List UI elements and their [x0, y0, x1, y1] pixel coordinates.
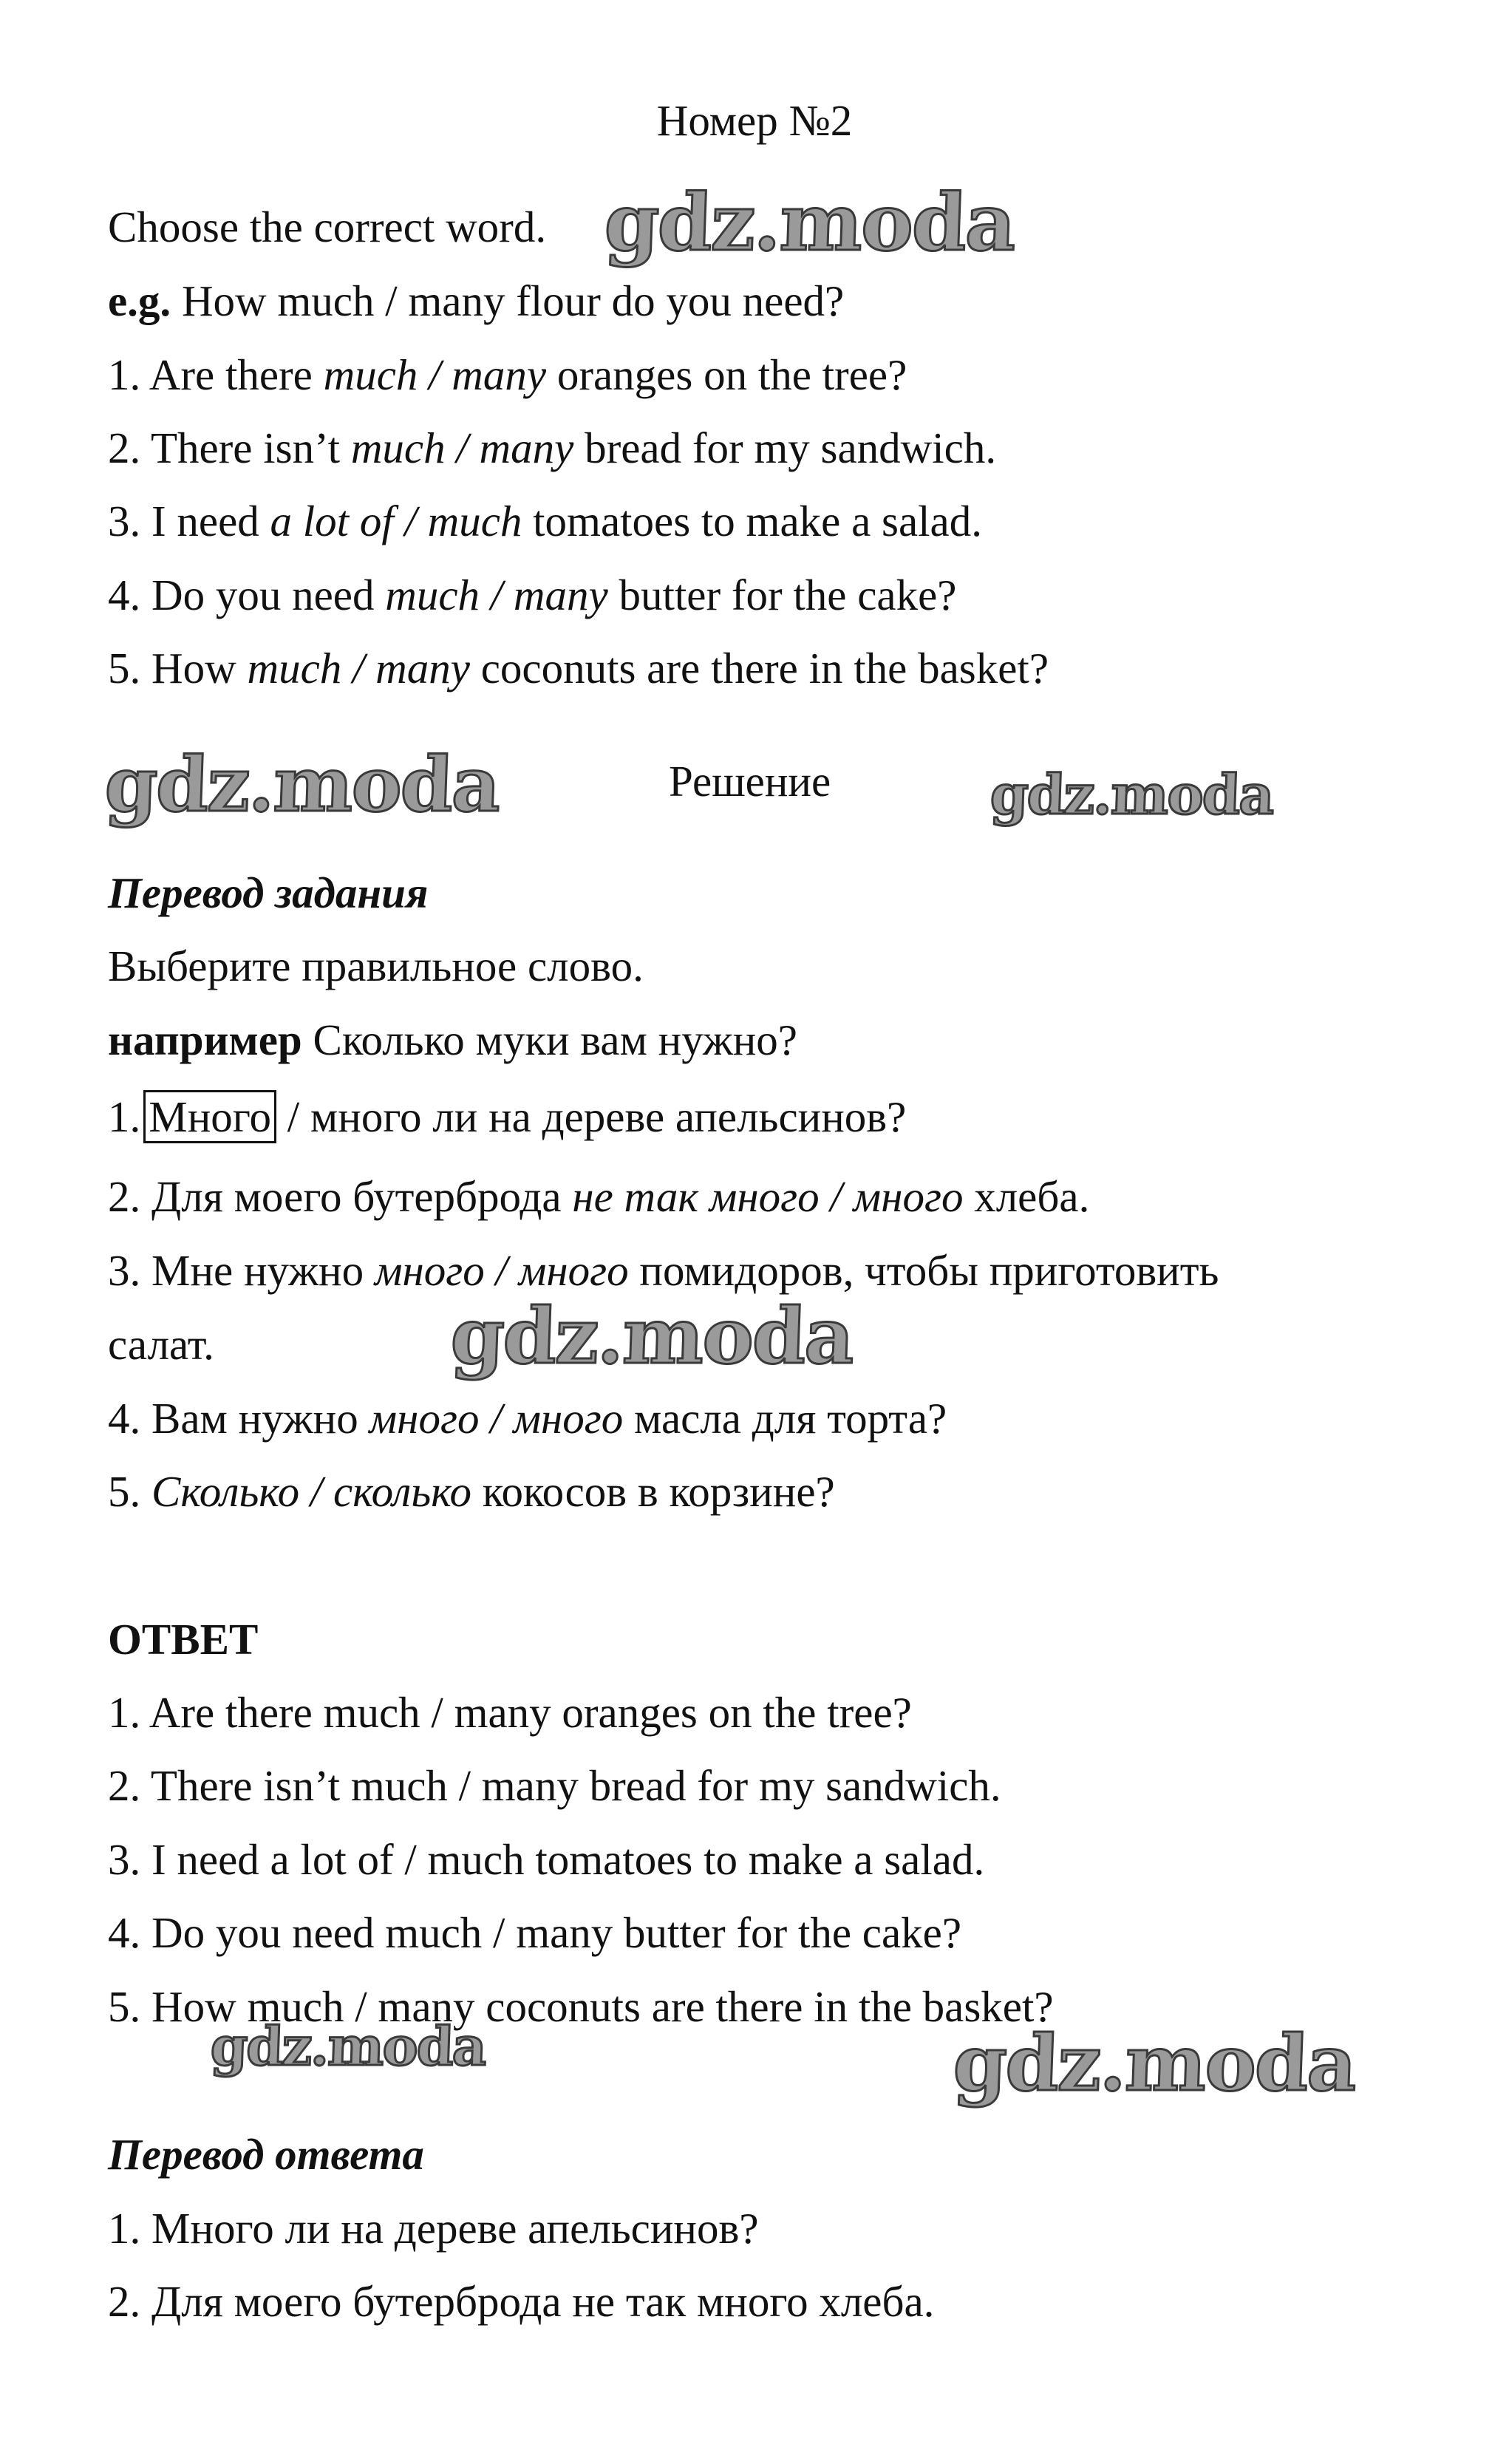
answer-translation-item-1: 1. Много ли на дереве апельсинов?	[108, 2204, 759, 2253]
translation-example: например Сколько муки вам нужно?	[108, 1015, 797, 1064]
task-example	[108, 275, 844, 327]
translation-instruction: Выберите правильное слово.	[108, 942, 644, 990]
watermark: gdz.moda	[103, 741, 501, 829]
translation-item-5: 5. Сколько / сколько кокосов в корзине?	[108, 1467, 835, 1516]
answer-translation-heading: Перевод ответа	[108, 2130, 424, 2179]
task-item-3: 3. I need a lot of / much tomatoes to make a salad.	[108, 497, 982, 545]
example-label: e.g.	[108, 276, 171, 325]
watermark: gdz.moda	[602, 176, 1017, 268]
watermark: gdz.moda	[449, 1290, 855, 1381]
watermark: gdz.moda	[951, 2018, 1358, 2109]
answer-heading: ОТВЕТ	[108, 1615, 259, 1664]
translation-heading: Перевод задания	[108, 868, 429, 917]
task-instruction: Choose the correct word.	[108, 203, 547, 251]
task-item-4: 4. Do you need much / many butter for the cake?	[108, 571, 957, 619]
translation-item-2: 2. Для моего бутерброда не так много / много хлеба.	[108, 1172, 1090, 1221]
answer-item-4: 4. Do you need much / many butter for the cake?	[108, 1908, 962, 1957]
translation-item-3-cont: салат.	[108, 1320, 214, 1369]
answer-item-1: 1. Are there much / many oranges on the tree?	[108, 1688, 912, 1737]
solution-label: Решение	[669, 757, 831, 806]
watermark: gdz.moda	[989, 763, 1275, 827]
task-item-5: 5. How much / many coconuts are there in the basket?	[108, 644, 1049, 692]
translation-item-3: 3. Мне нужно много / много помидоров, чтобы приготовить	[108, 1246, 1219, 1295]
watermark: gdz.moda	[209, 2015, 487, 2077]
example-text: How much / many flour do you need?	[181, 276, 845, 325]
page-title: Номер №2	[656, 96, 853, 145]
answer-item-3: 3. I need a lot of / much tomatoes to make a salad.	[108, 1835, 985, 1884]
answer-item-2: 2. There isn’t much / many bread for my sandwich.	[108, 1761, 1001, 1810]
answer-translation-item-2: 2. Для моего бутерброда не так много хлеба.	[108, 2277, 935, 2326]
task-item-2: 2. There isn’t much / many bread for my sandwich.	[108, 423, 997, 472]
boxed-word: Много	[143, 1090, 276, 1143]
task-item-1: 1. Are there much / many oranges on the tree?	[108, 350, 907, 399]
answer-item-5: 5. How much / many coconuts are there in the basket?	[108, 1982, 1054, 2031]
translation-item-1: 1. Много / много ли на дереве апельсинов?	[108, 1091, 906, 1143]
translation-item-4: 4. Вам нужно много / много масла для торта?	[108, 1394, 947, 1443]
